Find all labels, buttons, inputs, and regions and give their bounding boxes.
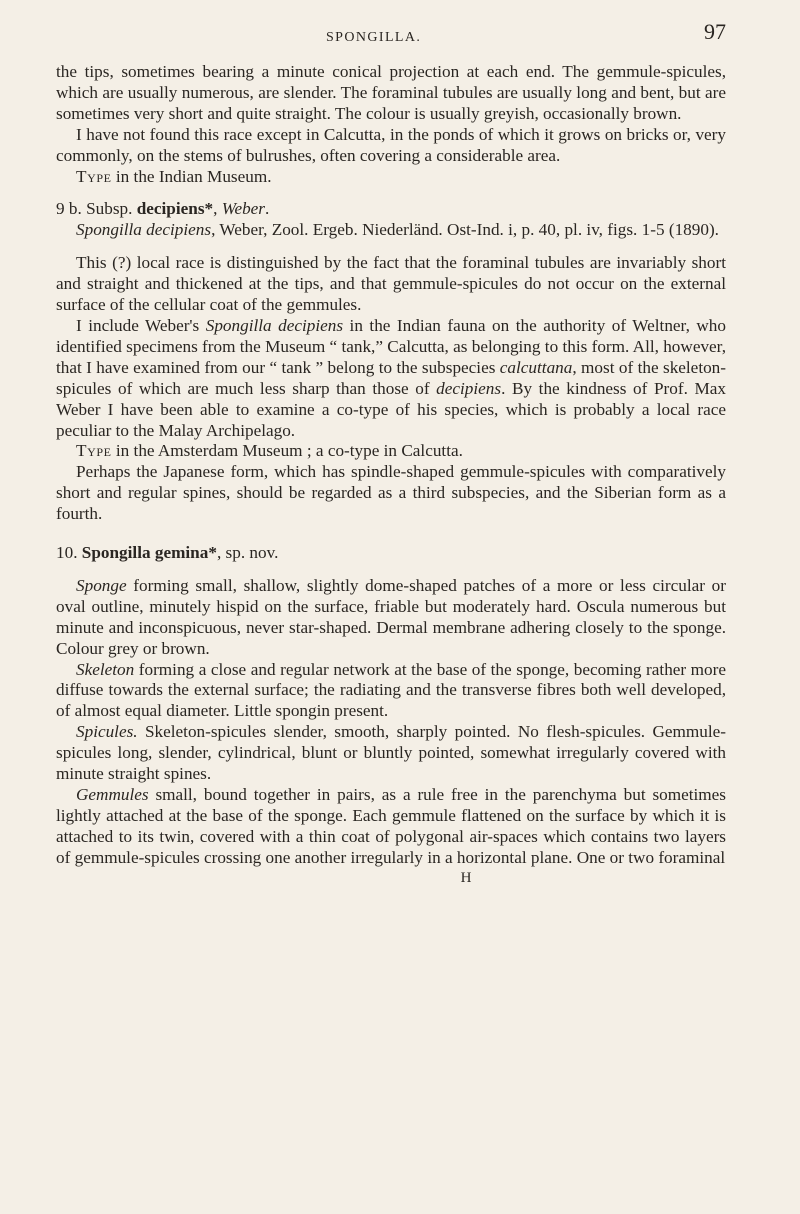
sponge-label: Sponge [76, 575, 127, 595]
subspecies-name: decipiens* [136, 199, 214, 219]
type-label: Type [76, 441, 112, 461]
paragraph-type-amsterdam: Type in the Amsterdam Museum ; a co-type in Calcutta. [76, 441, 463, 461]
paragraph-gemmules: Gemmules small, bound together in pairs, as a rule free in the parenchyma but sometimes lightly attached at the base of the sponge. Each gemmule flattened on the surface by which it is attached to its twin, covered with a thin coat of polygonal air-spaces which contains two layers of gemmule-spicules crossing one another irregularly in a horizontal plane. One or two foraminal [56, 785, 726, 867]
running-head: SPONGILLA. [326, 30, 422, 45]
section-number: 9 b. [56, 199, 82, 219]
paragraph-japanese-form: Perhaps the Japanese form, which has spindle-shaped gemmule-spicules with comparatively short and regular spines, should be regarded as a third subspecies, and the Siberian form as a fourth. [56, 462, 726, 524]
signature-mark: H [460, 869, 472, 886]
paragraph-weber-species: I include Weber's Spongilla decipiens in the Indian fauna on the authority of Weltner, who identified specimens from the Museum “ tank,” Calcutta, as belonging to this form. All, however, that I have examined from our “ tank ” belong to the subspecies calcuttana, most of the skeleton-spicules of which are much less sharp than those of decipiens. By the kindness of Prof. Max Weber I have been able to examine a co-type of his species, which is probably a local race peculiar to the Malay Archipelago. [56, 315, 727, 440]
skeleton-label: Skeleton [76, 659, 135, 679]
spicules-label: Spicules. [76, 722, 138, 742]
section-heading-10: 10. Spongilla gemina*, sp. nov. [56, 543, 279, 563]
synonym-name: Spongilla decipiens [76, 220, 212, 240]
paragraph-gemmule-description: the tips, sometimes bearing a minute conical projection at each end. The gemmule-spicules, which are usually numerous, are slender. The foraminal tubules are usually long and bent, but are sometimes very short and quite straight. The colour is usually greyish, occasionally brown. [56, 62, 726, 123]
gemmules-label: Gemmules [76, 785, 149, 804]
section-number: 10. [56, 543, 78, 563]
type-label: Type [76, 166, 112, 186]
paragraph-distinguishing-features: This (?) local race is distinguished by the fact that the foraminal tubules are invariably short and straight and thickened at the tips, and that gemmule-spicules do not occur on the external surface of the cellular coat of the gemmules. [56, 253, 726, 315]
paragraph-sponge: Sponge forming small, shallow, slightly dome-shaped patches of a more or less circular or oval outline, minutely hispid on the surface, friable but moderately hard. Oscula numerous but minute and inconspicuous, never star-shaped. Dermal membrane adhering closely to the sponge. Colour grey or brown. [56, 575, 726, 658]
page-header [56, 19, 726, 62]
book-page [56, 19, 727, 887]
synonym-citation: , Weber, Zool. Ergeb. Niederländ. Ost-Ind. i, p. 40, pl. iv, figs. 1-5 (1890). [211, 220, 719, 240]
paragraph-type-location [56, 167, 726, 188]
paragraph-spicules: Spicules. Skeleton-spicules slender, smooth, sharply pointed. No flesh-spicules. Gemmule-spicules long, slender, cylindrical, blunt or bluntly pointed, somewhat irregularly covered with minute straight spines. [56, 722, 726, 784]
species-name: Spongilla gemina* [77, 543, 217, 563]
paragraph-skeleton: Skeleton forming a close and regular network at the base of the sponge, becoming rather more diffuse towards the external surface; the radiating and the transverse fibres both well developed, of almost equal diameter. Little spongin present. [56, 659, 726, 721]
type-text: in the Indian Museum. [111, 166, 272, 186]
paragraph-habitat: I have not found this race except in Calcutta, in the ponds of which it grows on bricks or, very commonly, on the stems of bulrushes, often covering a considerable area. [56, 124, 726, 165]
synonymy-reference [56, 220, 726, 241]
page-number: 97 [704, 19, 726, 44]
author-name: Weber [221, 199, 265, 219]
section-heading-9b: 9 b. Subsp. decipiens*, Weber. [56, 199, 270, 219]
